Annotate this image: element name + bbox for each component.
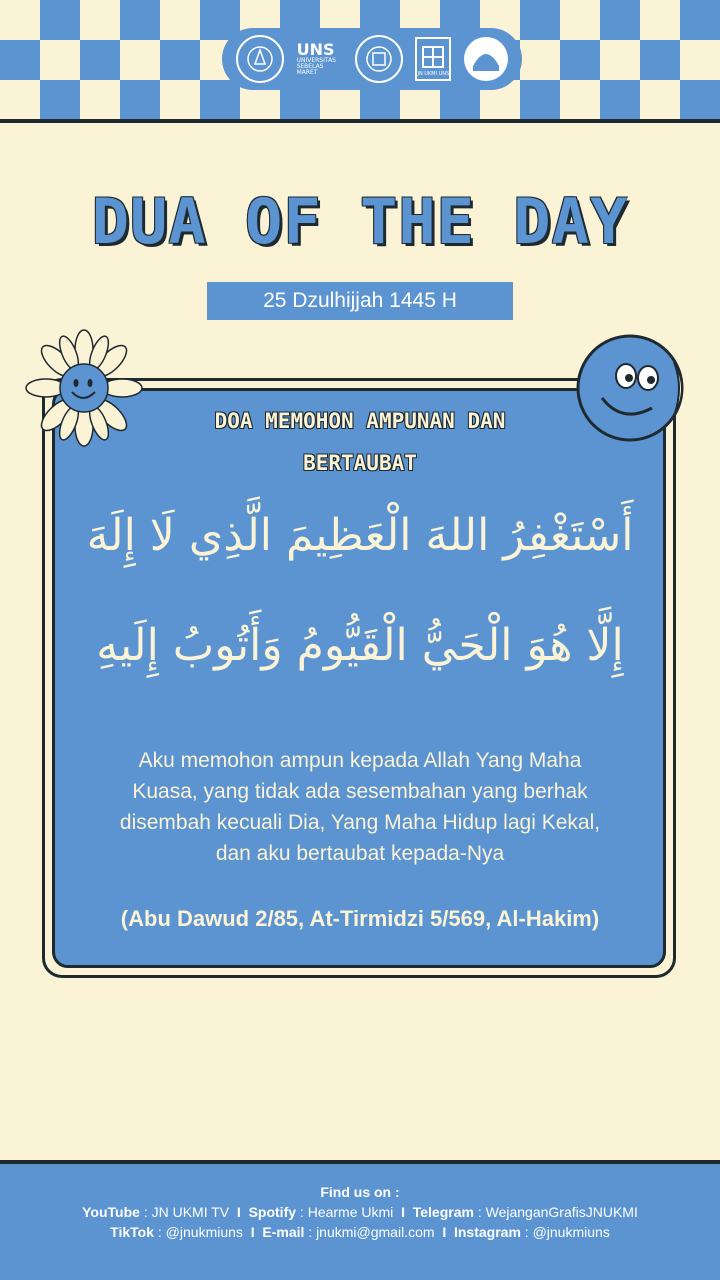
hijri-date: 25 Dzulhijjah 1445 H bbox=[207, 282, 513, 320]
hadith-source: (Abu Dawud 2/85, At-Tirmidzi 5/569, Al-Hakim) bbox=[120, 906, 600, 931]
tiktok-label: TikTok bbox=[110, 1224, 154, 1240]
uns-emblem-icon bbox=[236, 35, 284, 83]
footer-socials-row-1: YouTube : JN UKMI TV I Spotify : Hearme Ukmi I Telegram : WejanganGrafisJNUKMI bbox=[82, 1204, 638, 1220]
email-link[interactable]: jnukmi@gmail.com bbox=[316, 1224, 435, 1240]
telegram-link[interactable]: WejanganGrafisJNUKMI bbox=[485, 1204, 638, 1220]
youtube-label: YouTube bbox=[82, 1204, 140, 1220]
sunflower-smiley-icon bbox=[24, 328, 144, 448]
page-title: DUA OF THE DAY bbox=[91, 185, 629, 258]
youtube-link[interactable]: JN UKMI TV bbox=[151, 1204, 230, 1220]
spotify-label: Spotify bbox=[248, 1204, 297, 1220]
dua-title: DOA MEMOHON AMPUNAN DAN BERTAUBAT bbox=[214, 409, 506, 475]
instagram-link[interactable]: @jnukmiuns bbox=[532, 1224, 610, 1240]
jn-ukmi-logo-icon: JN UKMI UNS bbox=[415, 37, 451, 81]
header-divider bbox=[0, 119, 720, 123]
translation: Aku memohon ampun kepada Allah Yang Maha Kuasa, yang tidak ada sesembahan yang berhak disembah kecuali Dia, Yang Maha Hidup lagi Kekal, dan aku bertaubat kepada-Nya bbox=[119, 749, 601, 865]
instagram-label: Instagram bbox=[453, 1224, 521, 1240]
telegram-label: Telegram bbox=[412, 1204, 474, 1220]
mosque-logo-icon bbox=[464, 37, 508, 81]
find-us-label: Find us on : bbox=[320, 1184, 400, 1200]
spotify-link[interactable]: Hearme Ukmi bbox=[307, 1204, 394, 1220]
ukmi-emblem-icon bbox=[355, 35, 403, 83]
arabic-text-line-2: إِلَّا هُوَ الْحَيُّ الْقَيُّومُ وَأَتُوبُ إِلَيهِ bbox=[96, 620, 624, 671]
arabic-text-line-1: أَسْتَغْفِرُ اللهَ الْعَظِيمَ الَّذِي لَا إِلَهَ bbox=[86, 510, 634, 561]
uns-wordmark: UNS UNIVERSITAS SEBELAS MARET bbox=[296, 40, 336, 76]
blue-smiley-ball-icon bbox=[574, 332, 694, 442]
logo-bar bbox=[222, 28, 522, 90]
tiktok-link[interactable]: @jnukmiuns bbox=[165, 1224, 243, 1240]
footer bbox=[0, 1164, 720, 1280]
email-label: E-mail bbox=[262, 1224, 305, 1240]
footer-socials-row-2: TikTok : @jnukmiuns I E-mail : jnukmi@gmail.com I Instagram : @jnukmiuns bbox=[110, 1224, 610, 1240]
